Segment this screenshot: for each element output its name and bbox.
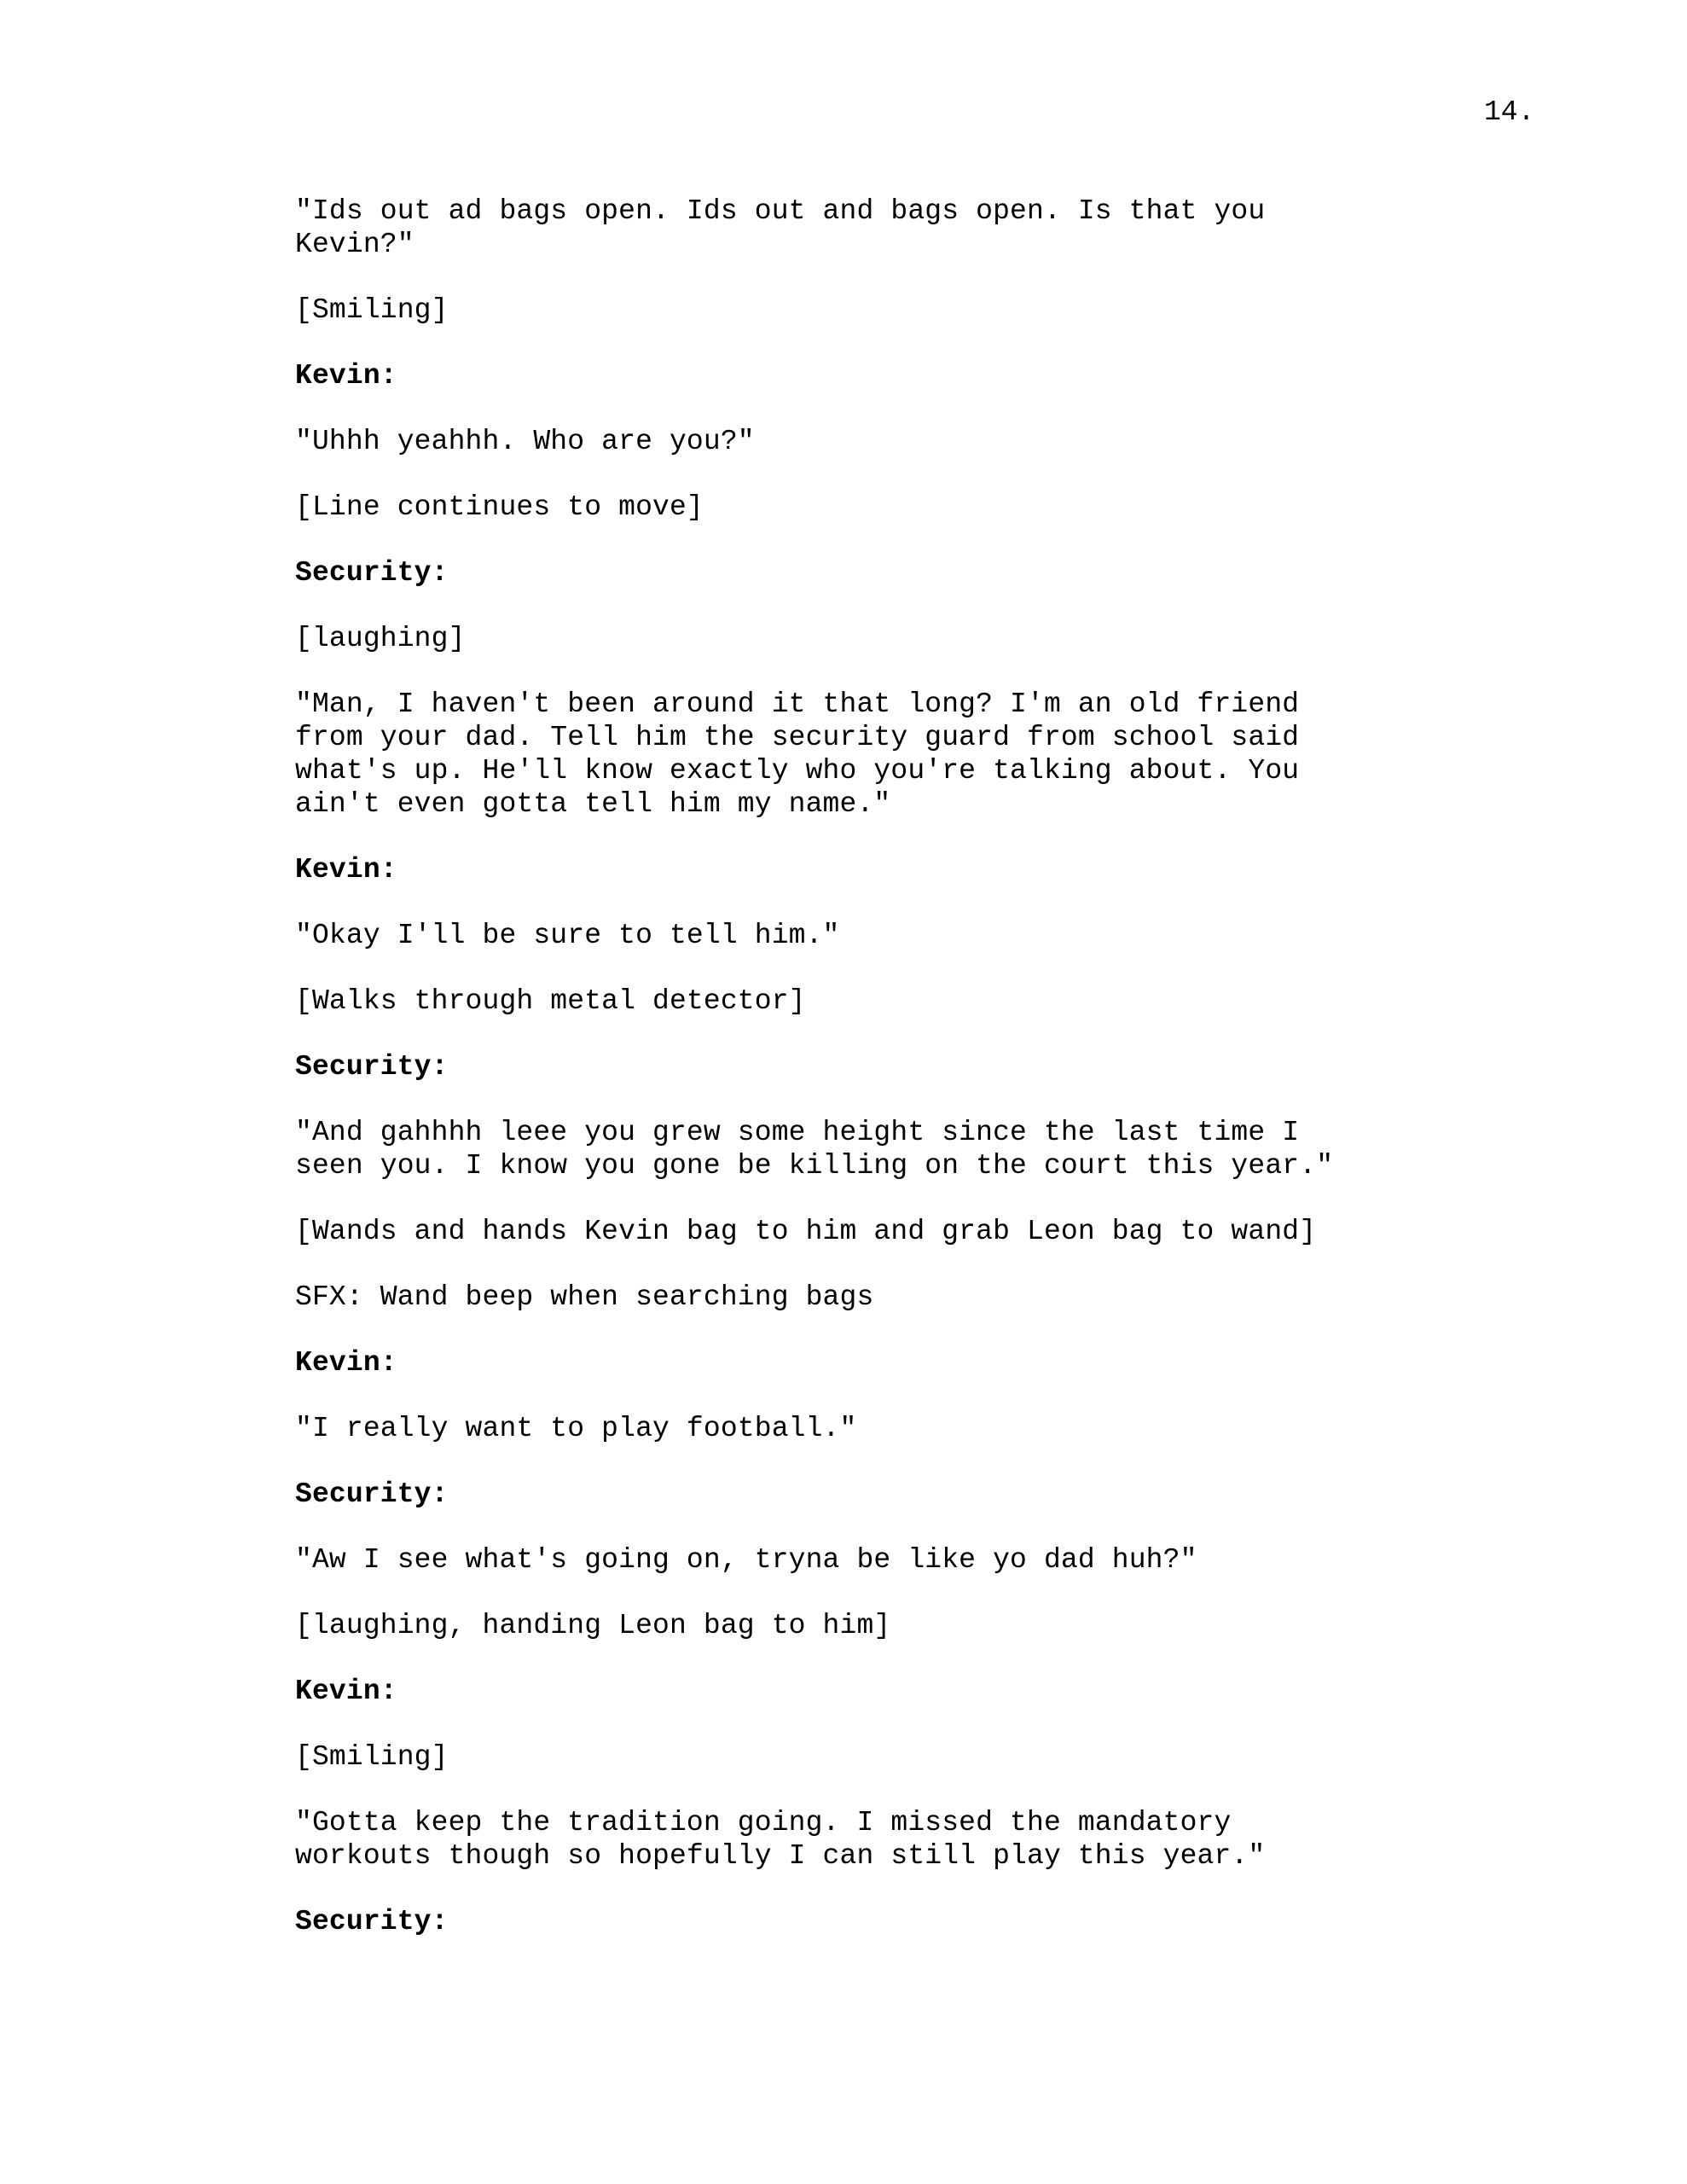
dialogue-line: "Gotta keep the tradition going. I missed the mandatory workouts though so hopefully I can still play this year." [295, 1807, 1266, 1872]
speaker-label: Kevin: [295, 1347, 397, 1379]
speaker-label: Security: [295, 1906, 449, 1937]
dialogue-line: "Man, I haven't been around it that long? I'm an old friend from your dad. Tell him the security guard from school said what's up. He'll know exactly who you're talking about. You ain't even gotta tell him my name." [295, 688, 1300, 820]
stage-direction: [Line continues to move] [295, 491, 704, 523]
stage-direction: [Walks through metal detector] [295, 985, 806, 1017]
dialogue-line: "Aw I see what's going on, tryna be like yo dad huh?" [295, 1544, 1197, 1576]
dialogue-line: "Okay I'll be sure to tell him." [295, 920, 840, 951]
stage-direction: [laughing, handing Leon bag to him] [295, 1610, 891, 1641]
stage-direction: [Smiling] [295, 1741, 449, 1773]
dialogue-line: "And gahhhh leee you grew some height since the last time I seen you. I know you gone be killing on the court this year." [295, 1117, 1334, 1182]
page-number: 14. [1484, 96, 1535, 128]
script-body [295, 195, 1506, 1971]
dialogue-line: "Uhhh yeahhh. Who are you?" [295, 426, 755, 457]
speaker-label: Security: [295, 557, 449, 589]
stage-direction: [Wands and hands Kevin bag to him and grab Leon bag to wand] [295, 1216, 1317, 1247]
speaker-label: Kevin: [295, 1676, 397, 1707]
stage-direction: [Smiling] [295, 294, 449, 326]
speaker-label: Security: [295, 1051, 449, 1083]
speaker-label: Security: [295, 1478, 449, 1510]
sfx-line: SFX: Wand beep when searching bags [295, 1281, 874, 1313]
speaker-label: Kevin: [295, 854, 397, 886]
dialogue-line: "I really want to play football." [295, 1413, 857, 1444]
speaker-label: Kevin: [295, 360, 397, 392]
dialogue-line: "Ids out ad bags open. Ids out and bags open. Is that you Kevin?" [295, 195, 1266, 260]
stage-direction: [laughing] [295, 623, 466, 654]
